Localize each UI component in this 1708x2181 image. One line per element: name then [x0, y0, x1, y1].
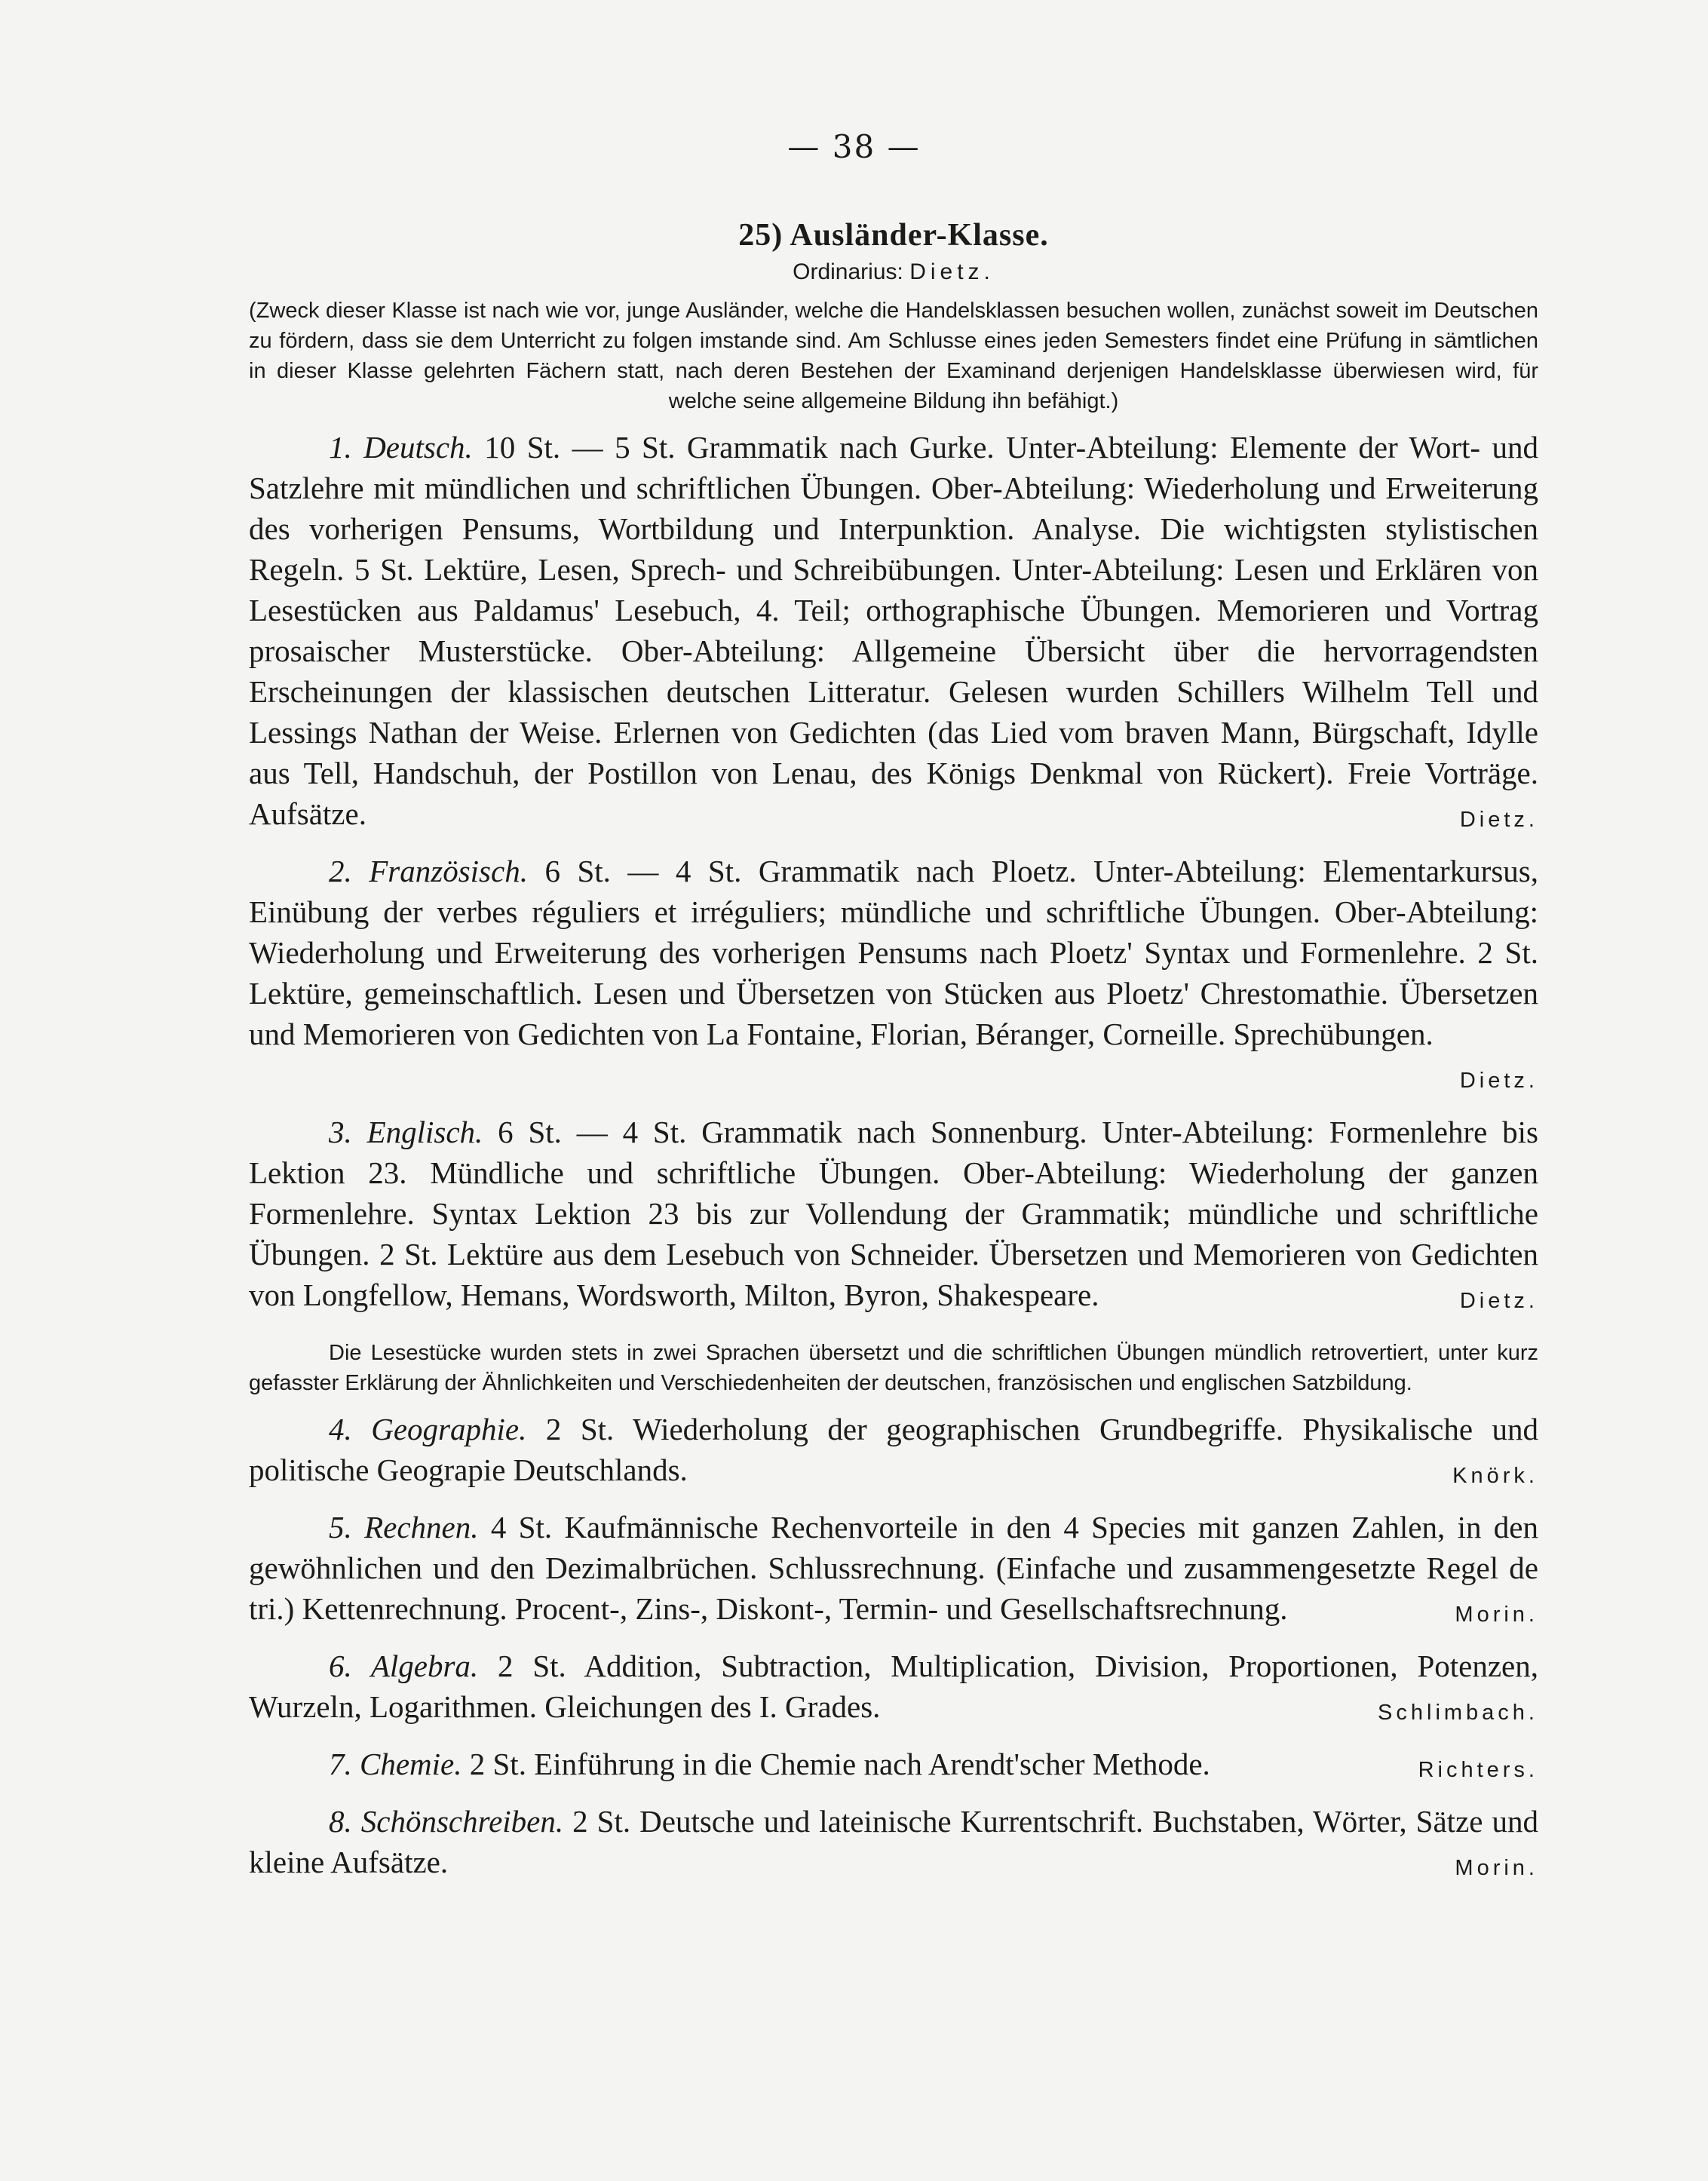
subject-chemie: [249, 1744, 1538, 1790]
subject-text: 2 St. Wiederholung der geographischen Grundbegriffe. Physikalische und politische Geograpie Deutschlands.: [249, 1412, 1539, 1487]
translation-note: Die Lesestücke wurden stets in zwei Sprachen übersetzt und die schriftlichen Übungen mündlich retrovertiert, unter kurz gefasster Erklärung der Ähnlichkeiten und Verschiedenheiten der deutschen, französischen und englischen Satzbildung.: [249, 1341, 1538, 1395]
subject-teacher: Morin.: [1455, 1856, 1538, 1880]
subject-franzoesisch: [249, 851, 1538, 1101]
subject-rechnen: [249, 1507, 1538, 1635]
page-content: [249, 217, 1538, 1888]
subject-label: 4. Geographie.: [329, 1412, 527, 1446]
subject-label: 6. Algebra.: [329, 1649, 479, 1683]
ordinarius-line: [249, 259, 1538, 285]
subject-text: 4 St. Kaufmännische Rechenvorteile in den 4 Species mit ganzen Zahlen, in den gewöhnlichen und den Dezimalbrüchen. Schlussrechnung. (Einfache und zusammengesetzte Regel de tri.) Kettenrechnung. Procent-, Zins-, Diskont-, Termin- und Gesellschaftsrechnung.: [249, 1510, 1539, 1626]
class-purpose-paragraph: (Zweck dieser Klasse ist nach wie vor, junge Ausländer, welche die Handelsklassen besuchen wollen, zunächst soweit im Deutschen zu fördern, dass sie dem Unterricht zu folgen imstande sind. Am Schlusse eines jeden Semesters findet eine Prüfung in sämtlichen in dieser Klasse gelehrten Fächern statt, nach deren Bestehen der Examinand derjenigen Handelsklasse überwiesen wird, für welche seine allgemeine Bildung ihn befähigt.): [249, 299, 1538, 413]
ordinarius-label: Ordinarius:: [793, 259, 903, 284]
subject-label: 7. Chemie.: [329, 1747, 462, 1781]
subject-teacher: Dietz.: [1459, 1289, 1538, 1313]
subject-geographie: [249, 1409, 1538, 1496]
page-number: — 38 —: [787, 128, 921, 165]
subject-englisch: [249, 1112, 1538, 1321]
subject-text: 6 St. — 4 St. Grammatik nach Sonnenburg. Unter-Abteilung: Formenlehre bis Lektion 23. Mündliche und schriftliche Übungen. Ober-Abteilung: Wiederholung der ganzen Formenlehre. Syntax Lektion 23 bis zur Vollendung der Grammatik; mündliche und schriftliche Übungen. 2 St. Lektüre aus dem Lesebuch von Schneider. Übersetzen und Memorieren von Gedichten von Longfellow, Hemans, Wordsworth, Milton, Byron, Shakespeare.: [249, 1115, 1539, 1312]
subject-label: 2. Französisch.: [329, 854, 528, 888]
subject-text: 2 St. Addition, Subtraction, Multiplication, Division, Proportionen, Potenzen, Wurzeln, Logarithmen. Gleichungen des I. Grades.: [249, 1649, 1538, 1724]
subject-text: 6 St. — 4 St. Grammatik nach Ploetz. Unter-Abteilung: Elementarkursus, Einübung der verbes réguliers et irréguliers; mündliche und schriftliche Übungen. Ober-Abteilung: Wiederholung und Erweiterung des vorherigen Pensums nach Ploetz' Syntax und Formenlehre. 2 St. Lektüre, gemeinschaftlich. Lesen und Übersetzen von Stücken aus Ploetz' Chrestomathie. Übersetzen und Memorieren von Gedichten von La Fontaine, Florian, Béranger, Corneille. Sprechübungen.: [249, 854, 1538, 1051]
subject-teacher: Schlimbach.: [1378, 1701, 1538, 1725]
subject-teacher: Dietz.: [1459, 1069, 1538, 1093]
subject-schoenschreiben: [249, 1801, 1538, 1888]
subject-algebra: [249, 1646, 1538, 1733]
subject-teacher: Morin.: [1455, 1603, 1538, 1627]
subject-label: 1. Deutsch.: [329, 430, 473, 465]
subject-teacher: Dietz.: [1459, 808, 1538, 832]
subject-text: 2 St. Einführung in die Chemie nach Arendt'scher Methode.: [469, 1747, 1210, 1781]
subject-deutsch: [249, 427, 1538, 840]
subject-text: 2 St. Deutsche und lateinische Kurrentschrift. Buchstaben, Wörter, Sätze und kleine Aufsätze.: [249, 1804, 1538, 1879]
subject-label: 8. Schönschreiben.: [329, 1804, 564, 1839]
ordinarius-name: Dietz.: [909, 259, 995, 284]
subject-label: 5. Rechnen.: [329, 1510, 479, 1544]
subject-label: 3. Englisch.: [329, 1115, 483, 1149]
section-heading: 25) Ausländer-Klasse.: [738, 218, 1049, 253]
subject-teacher: Richters.: [1418, 1758, 1538, 1782]
subject-text: 10 St. — 5 St. Grammatik nach Gurke. Unter-Abteilung: Elemente der Wort- und Satzlehre mit mündlichen und schriftlichen Übungen. Ober-Abteilung: Wiederholung und Erweiterung des vorherigen Pensums, Wortbildung und Interpunktion. Analyse. Die wichtigsten stylistischen Regeln. 5 St. Lektüre, Lesen, Sprech- und Schreibübungen. Unter-Abteilung: Lesen und Erklären von Lesestücken aus Paldamus' Lesebuch, 4. Teil; orthographische Übungen. Memorieren und Vortrag prosaischer Musterstücke. Ober-Abteilung: Allgemeine Übersicht über die hervorragendsten Erscheinungen der klassischen deutschen Litteratur. Gelesen wurden Schillers Wilhelm Tell und Lessings Nathan der Weise. Erlernen von Gedichten (das Lied vom braven Mann, Bürgschaft, Idylle aus Tell, Handschuh, der Postillon von Lenau, des Königs Denkmal von Rückert). Freie Vorträge. Aufsätze.: [249, 430, 1538, 831]
subject-teacher: Knörk.: [1452, 1464, 1538, 1488]
